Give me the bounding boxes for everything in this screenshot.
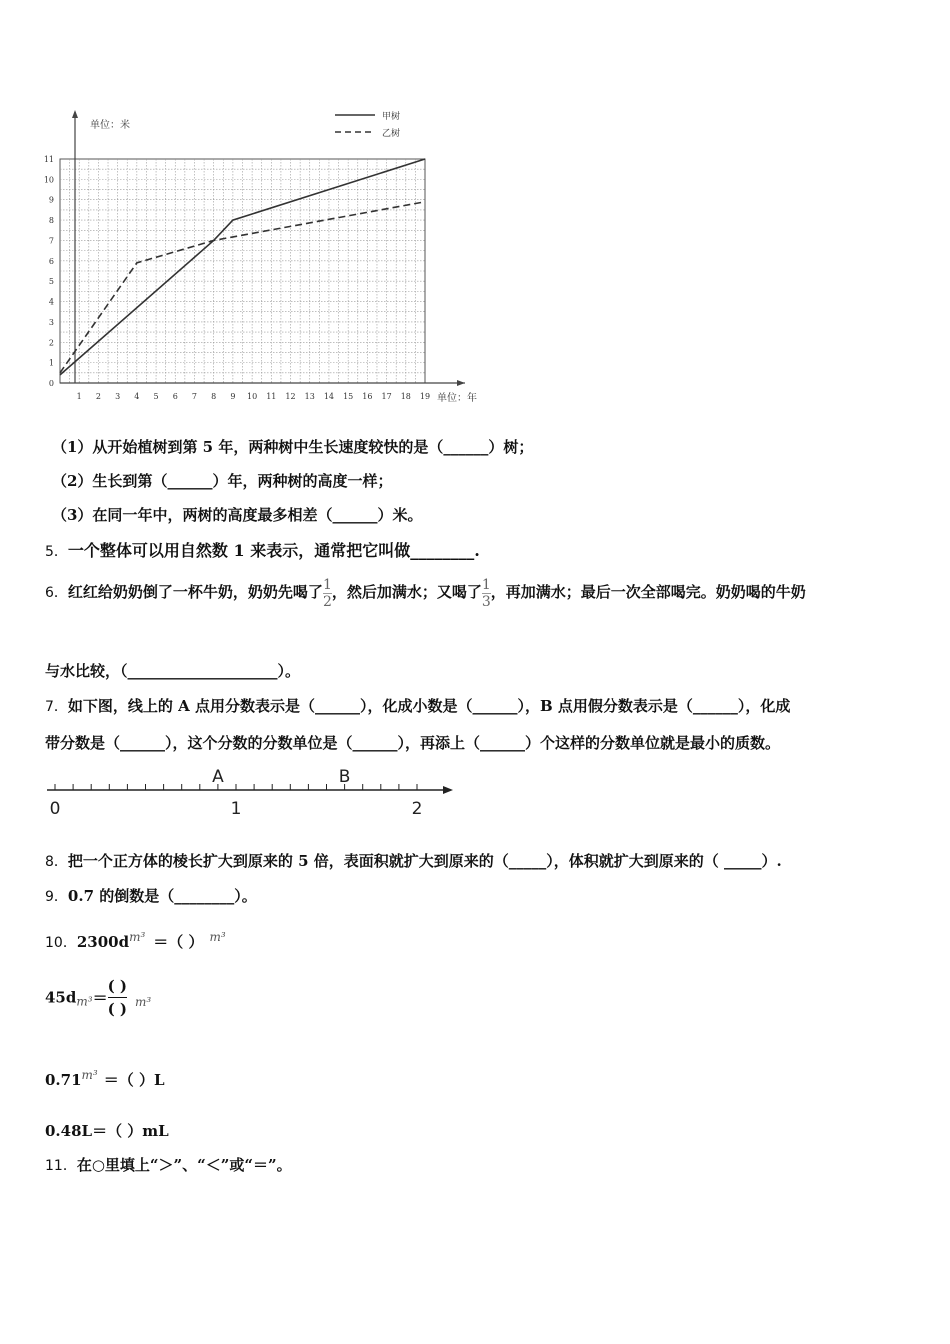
q6-f1-denominator: 2 — [322, 593, 332, 610]
q8-number: 8． — [45, 854, 68, 870]
q6-text-3: ，再加满水；最后一次全部喝完。奶奶喝的牛奶 — [490, 583, 806, 601]
x-tick-label: 4 — [134, 392, 140, 401]
x-tick-label: 5 — [153, 392, 159, 401]
q10-b-unit-2: m³ — [135, 994, 152, 1009]
q10-b-value: 45d — [45, 988, 77, 1007]
q6-f1-numerator: 1 — [322, 576, 332, 593]
point-B-label: B — [338, 767, 351, 787]
y-tick-label: 7 — [48, 236, 54, 246]
q6-fraction-half — [323, 577, 332, 610]
question-6 — [45, 572, 806, 613]
q10-c-unit: m³ — [81, 1068, 98, 1082]
y-tick-label: 10 — [43, 175, 54, 185]
q8-text: 把一个正方体的棱长扩大到原来的 5 倍，表面积就扩大到原来的（_____），体积就扩大到原来的（ _____）. — [67, 852, 782, 870]
y-tick-label: 11 — [43, 155, 54, 164]
q6-text-1: 红红给奶奶倒了一杯牛奶，奶奶先喝了 — [67, 583, 323, 601]
q6-f2-denominator: 3 — [481, 593, 491, 610]
q10-b-denominator: ( ) — [108, 997, 127, 1020]
question-10-line-d: 0.48L＝（ ）mL — [45, 1122, 169, 1140]
y-axis-arrow — [72, 110, 78, 118]
x-tick-label: 8 — [211, 392, 217, 401]
x-tick-label: 2 — [95, 392, 101, 401]
q10-c-equals: ＝（ ）L — [103, 1071, 165, 1089]
q10-a-unit-2: m³ — [209, 930, 226, 944]
x-axis-arrow — [457, 380, 465, 386]
x-tick-label: 11 — [266, 392, 277, 401]
x-tick-label: 18 — [400, 392, 411, 401]
y-tick-label: 6 — [48, 256, 54, 266]
q6-line-2: 与水比较，（____________________）。 — [45, 662, 301, 680]
q10-a-value: 2300d — [76, 933, 130, 951]
question-10-line-b — [45, 975, 151, 1020]
legend-label-2: 乙树 — [382, 129, 401, 139]
y-tick-label: 4 — [48, 297, 54, 307]
q4-part2: （2）生长到第（______）年，两种树的高度一样； — [52, 472, 393, 490]
q7-line-1: 如下图，线上的 A 点用分数表示是（______），化成小数是（______），B 点用假分数表示是（______），化成 — [67, 697, 791, 715]
x-tick-label: 7 — [191, 392, 198, 401]
x-tick-label: 19 — [419, 392, 431, 401]
q10-c-value: 0.71 — [45, 1071, 82, 1089]
y-tick-label: 0 — [48, 379, 54, 388]
q10-number: 10． — [45, 935, 77, 951]
q11-number: 11． — [45, 1158, 77, 1174]
q6-fraction-third — [482, 577, 491, 610]
q6-number: 6． — [45, 585, 68, 601]
point-A-label: A — [212, 767, 224, 787]
y-tick-label: 8 — [48, 216, 54, 226]
number-line-label-1: 1 — [230, 799, 242, 819]
number-line-label-0: 0 — [49, 799, 61, 819]
y-tick-label: 9 — [48, 195, 54, 205]
question-10-line-c — [45, 1068, 165, 1090]
x-tick-label: 6 — [172, 392, 178, 401]
x-tick-label: 12 — [285, 392, 296, 401]
y-tick-label: 5 — [48, 277, 54, 287]
question-8 — [45, 850, 782, 871]
x-tick-label: 3 — [115, 392, 121, 401]
q7-line-2: 带分数是（______），这个分数的分数单位是（______），再添上（______）个这样的分数单位就是最小的质数。 — [45, 734, 781, 752]
q4-part3: （3）在同一年中，两树的高度最多相差（______）米。 — [52, 506, 423, 524]
number-line-arrow — [443, 786, 453, 794]
q10-a-unit: m³ — [129, 930, 146, 944]
q10-b-numerator: ( ) — [107, 977, 128, 995]
q10-a-equals: ＝（ ） — [153, 933, 204, 951]
question-7 — [45, 695, 790, 716]
x-tick-label: 14 — [323, 392, 335, 401]
x-tick-label: 10 — [247, 392, 258, 401]
q5-text: 一个整体可以用自然数 1 来表示，通常把它叫做________. — [67, 541, 480, 560]
q7-number: 7． — [45, 699, 68, 715]
question-10-line-a — [45, 930, 226, 952]
number-line — [45, 760, 465, 822]
question-11 — [45, 1154, 292, 1175]
q5-number: 5． — [45, 544, 68, 560]
y-tick-label: 3 — [48, 317, 54, 327]
q10-b-unit: m³ — [76, 994, 93, 1009]
q10-b-equals: ＝ — [92, 989, 108, 1007]
x-tick-label: 1 — [76, 392, 82, 401]
x-axis-label: 单位：年 — [437, 393, 477, 404]
y-tick-label: 1 — [48, 358, 54, 368]
series-line-2 — [60, 202, 425, 373]
legend-label-1: 甲树 — [382, 112, 401, 122]
x-tick-label: 9 — [230, 392, 236, 401]
q10-b-fraction — [108, 975, 127, 1020]
y-tick-label: 2 — [48, 338, 54, 348]
x-tick-label: 13 — [304, 392, 315, 401]
number-line-label-2: 2 — [411, 799, 423, 819]
q6-f2-numerator: 1 — [481, 576, 491, 593]
q9-number: 9． — [45, 889, 68, 905]
question-9 — [45, 885, 257, 906]
q4-part1: （1）从开始植树到第 5 年，两种树中生长速度较快的是（______）树； — [52, 438, 534, 456]
x-tick-label: 17 — [381, 392, 392, 401]
tree-height-chart — [40, 100, 480, 410]
q6-text-2: ，然后加满水；又喝了 — [331, 583, 482, 601]
x-tick-label: 15 — [343, 392, 354, 401]
q11-text: 在○里填上“＞”、“＜”或“＝”。 — [76, 1156, 292, 1174]
x-tick-label: 16 — [362, 392, 373, 401]
y-axis-label: 单位：米 — [90, 120, 130, 131]
question-5 — [45, 538, 480, 561]
q9-text: 0.7 的倒数是（________）。 — [67, 887, 257, 905]
